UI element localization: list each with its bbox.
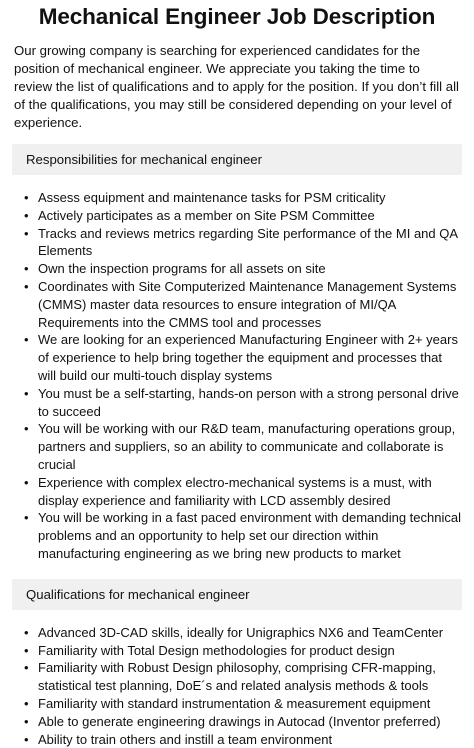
bullet-icon: • bbox=[24, 261, 29, 277]
list-item bbox=[24, 420, 462, 473]
bullet-icon: • bbox=[24, 278, 29, 294]
qualifications-list bbox=[12, 624, 462, 748]
bullet-icon: • bbox=[24, 474, 29, 490]
responsibilities-list bbox=[12, 189, 462, 563]
list-item-text: You will be working in a fast paced environment with demanding technical problems and an opportunity to help set our direction within manufacturing engineering as we bring new products to market bbox=[38, 510, 461, 561]
bullet-icon: • bbox=[24, 421, 29, 437]
list-item-text: Familiarity with Total Design methodologies for product design bbox=[38, 642, 395, 658]
list-item-text: Coordinates with Site Computerized Maintenance Management Systems (CMMS) master data resources to ensure integration of MI/QA Requirements into the CMMS tool and processes bbox=[38, 278, 457, 330]
bullet-icon: • bbox=[24, 385, 29, 401]
list-item bbox=[24, 509, 462, 562]
list-item bbox=[24, 225, 462, 261]
list-item bbox=[24, 207, 462, 225]
list-item bbox=[24, 260, 462, 278]
list-item bbox=[24, 385, 462, 421]
bullet-icon: • bbox=[24, 207, 29, 223]
list-item bbox=[24, 642, 462, 660]
responsibilities-heading: Responsibilities for mechanical engineer bbox=[12, 144, 462, 175]
list-item bbox=[24, 189, 462, 207]
list-item-text: Familiarity with standard instrumentation & measurement equipment bbox=[38, 695, 431, 711]
bullet-icon: • bbox=[24, 332, 29, 348]
list-item bbox=[24, 278, 462, 331]
list-item bbox=[24, 695, 462, 713]
list-item-text: Own the inspection programs for all assets on site bbox=[38, 261, 326, 277]
list-item bbox=[24, 713, 462, 731]
list-item-text: Experience with complex electro-mechanical systems is a must, with display experience and familiarity with LCD assembly desired bbox=[38, 474, 432, 508]
list-item-text: Tracks and reviews metrics regarding Site performance of the MI and QA Elements bbox=[38, 225, 458, 259]
list-item-text: Actively participates as a member on Site PSM Committee bbox=[38, 207, 375, 223]
bullet-icon: • bbox=[24, 660, 29, 676]
bullet-icon: • bbox=[24, 695, 29, 711]
list-item bbox=[24, 474, 462, 510]
list-item-text: Ability to train others and instill a team environment bbox=[38, 731, 333, 747]
list-item-text: Able to generate engineering drawings in Autocad (Inventor preferred) bbox=[38, 713, 441, 729]
qualifications-heading: Qualifications for mechanical engineer bbox=[12, 579, 462, 610]
bullet-icon: • bbox=[24, 713, 29, 729]
intro-paragraph: Our growing company is searching for experienced candidates for the position of mechanical engineer. We appreciate you taking the time to review the list of qualifications and to apply for the position. If you don’t fill all of the qualifications, you may still be considered depending on your level of experience. bbox=[14, 43, 459, 130]
list-item-text: Advanced 3D-CAD skills, ideally for Unigraphics NX6 and TeamCenter bbox=[38, 624, 444, 640]
list-item-text: We are looking for an experienced Manufacturing Engineer with 2+ years of experience to help bring together the equipment and processes that will build our multi-touch display systems bbox=[38, 332, 458, 383]
bullet-icon: • bbox=[24, 731, 29, 747]
bullet-icon: • bbox=[24, 642, 29, 658]
list-item bbox=[24, 731, 462, 748]
list-item bbox=[24, 331, 462, 384]
bullet-icon: • bbox=[24, 510, 29, 526]
list-item-text: You must be a self-starting, hands-on person with a strong personal drive to succeed bbox=[38, 385, 459, 419]
list-item-text: You will be working with our R&D team, manufacturing operations group, partners and suppliers, so an ability to communicate and collaborate is crucial bbox=[38, 421, 456, 472]
bullet-icon: • bbox=[24, 225, 29, 241]
bullet-icon: • bbox=[24, 190, 29, 205]
list-item bbox=[24, 624, 462, 642]
bullet-icon: • bbox=[24, 624, 29, 640]
page-title: Mechanical Engineer Job Description bbox=[38, 4, 436, 29]
list-item bbox=[24, 659, 462, 695]
list-item-text: Assess equipment and maintenance tasks for PSM criticality bbox=[38, 190, 386, 205]
list-item-text: Familiarity with Robust Design philosophy, comprising CFR-mapping, statistical test planning, DoE´s and related analysis methods & tools bbox=[38, 660, 436, 694]
